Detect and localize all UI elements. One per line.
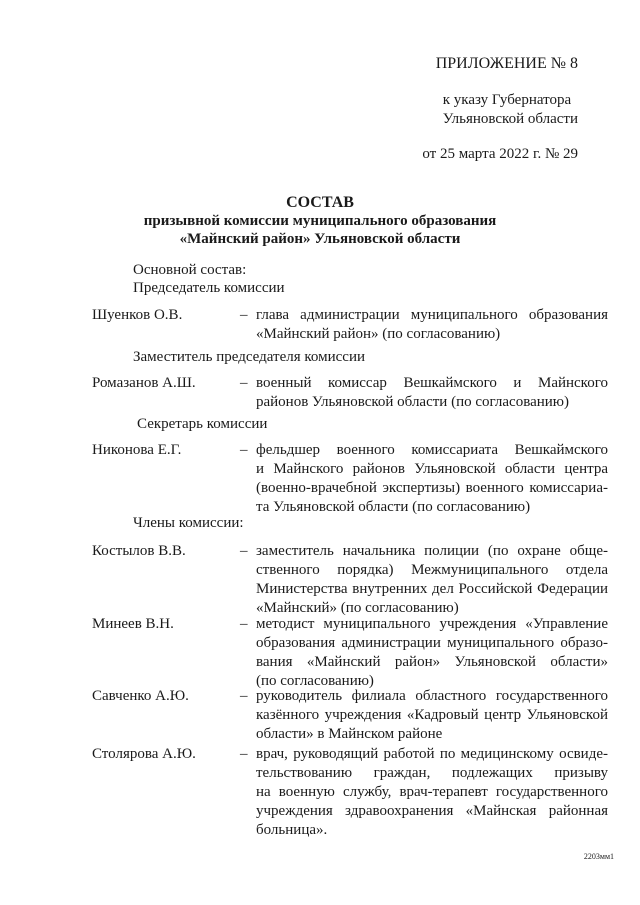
section-chairman: Председатель комиссии (133, 280, 285, 296)
appendix-number: ПРИЛОЖЕНИЕ № 8 (435, 55, 578, 72)
position-line: (по согласованию) (256, 673, 374, 689)
member-position (256, 441, 608, 517)
position-line: руководитель филиала областного государственного (256, 688, 608, 704)
position-line: глава администрации муниципального образования (256, 307, 608, 323)
member-name: Никонова Е.Г. (92, 442, 182, 458)
position-line: «Майнский» (по согласованию) (256, 600, 459, 616)
document-code: 2203мм1 (583, 852, 614, 861)
dash-separator: – (240, 442, 248, 458)
position-line: вания «Майнский район» Ульяновской области» (256, 654, 608, 670)
member-position (256, 306, 608, 344)
document-subtitle-line-1: призывной комиссии муниципального образования (143, 213, 497, 229)
position-line: больница». (256, 822, 328, 838)
position-line: Министерства внутренних дел Российской Федерации (256, 581, 608, 597)
document-subtitle-line-2: «Майнский район» Ульяновской области (179, 231, 461, 247)
position-line: тельствованию граждан, подлежащих призыву (256, 765, 608, 781)
member-position (256, 687, 608, 744)
member-position (256, 374, 608, 412)
position-line: врач, руководящий работой по медицинскому освиде- (256, 746, 608, 762)
section-main-composition: Основной состав: (133, 262, 247, 278)
position-line: казённого учреждения «Кадровый центр Ульяновской (256, 707, 608, 723)
member-name: Костылов В.В. (92, 543, 186, 559)
member-name: Савченко А.Ю. (92, 688, 189, 704)
document-title: СОСТАВ (286, 194, 354, 211)
member-name: Минеев В.Н. (92, 616, 174, 632)
position-line: методист муниципального учреждения «Управление (256, 616, 608, 632)
position-line: фельдшер военного комиссариата Вешкаймского (256, 442, 608, 458)
dash-separator: – (240, 375, 248, 391)
decree-reference (443, 91, 578, 129)
dash-separator: – (240, 543, 248, 559)
position-line: учреждения здравоохранения «Майнская районная (256, 803, 608, 819)
position-line: заместитель начальника полиции (по охране обще- (256, 543, 608, 559)
position-line: ственного порядка) Межмуниципального отдела (256, 562, 608, 578)
dash-separator: – (240, 688, 248, 704)
member-name: Шуенков О.В. (92, 307, 183, 323)
member-name: Столярова А.Ю. (92, 746, 196, 762)
member-position (256, 745, 608, 840)
member-position (256, 615, 608, 691)
decree-date: от 25 марта 2022 г. № 29 (422, 146, 578, 162)
position-line: та Ульяновской области (по согласованию) (256, 499, 531, 515)
position-line: области» в Майнском районе (256, 726, 443, 742)
member-position (256, 542, 608, 618)
position-line: образования администрации муниципального образо- (256, 635, 608, 651)
decree-line-2: Ульяновской области (442, 111, 578, 127)
position-line: военный комиссар Вешкаймского и Майнского (256, 375, 608, 391)
section-deputy: Заместитель председателя комиссии (133, 349, 366, 365)
position-line: районов Ульяновской области (по согласованию) (256, 394, 569, 410)
position-line: (военно-врачебной экспертизы) военного комиссариа- (256, 480, 608, 496)
decree-line-1: к указу Губернатора (442, 92, 572, 108)
dash-separator: – (240, 746, 248, 762)
position-line: на военную службу, врач-терапевт государственного (256, 784, 608, 800)
dash-separator: – (240, 307, 248, 323)
member-name: Ромазанов А.Ш. (92, 375, 196, 391)
section-members: Члены комиссии: (133, 515, 244, 531)
section-secretary: Секретарь комиссии (137, 416, 268, 432)
dash-separator: – (240, 616, 248, 632)
position-line: «Майнский район» (по согласованию) (256, 326, 501, 342)
position-line: и Майнского районов Ульяновской области центра (256, 461, 608, 477)
